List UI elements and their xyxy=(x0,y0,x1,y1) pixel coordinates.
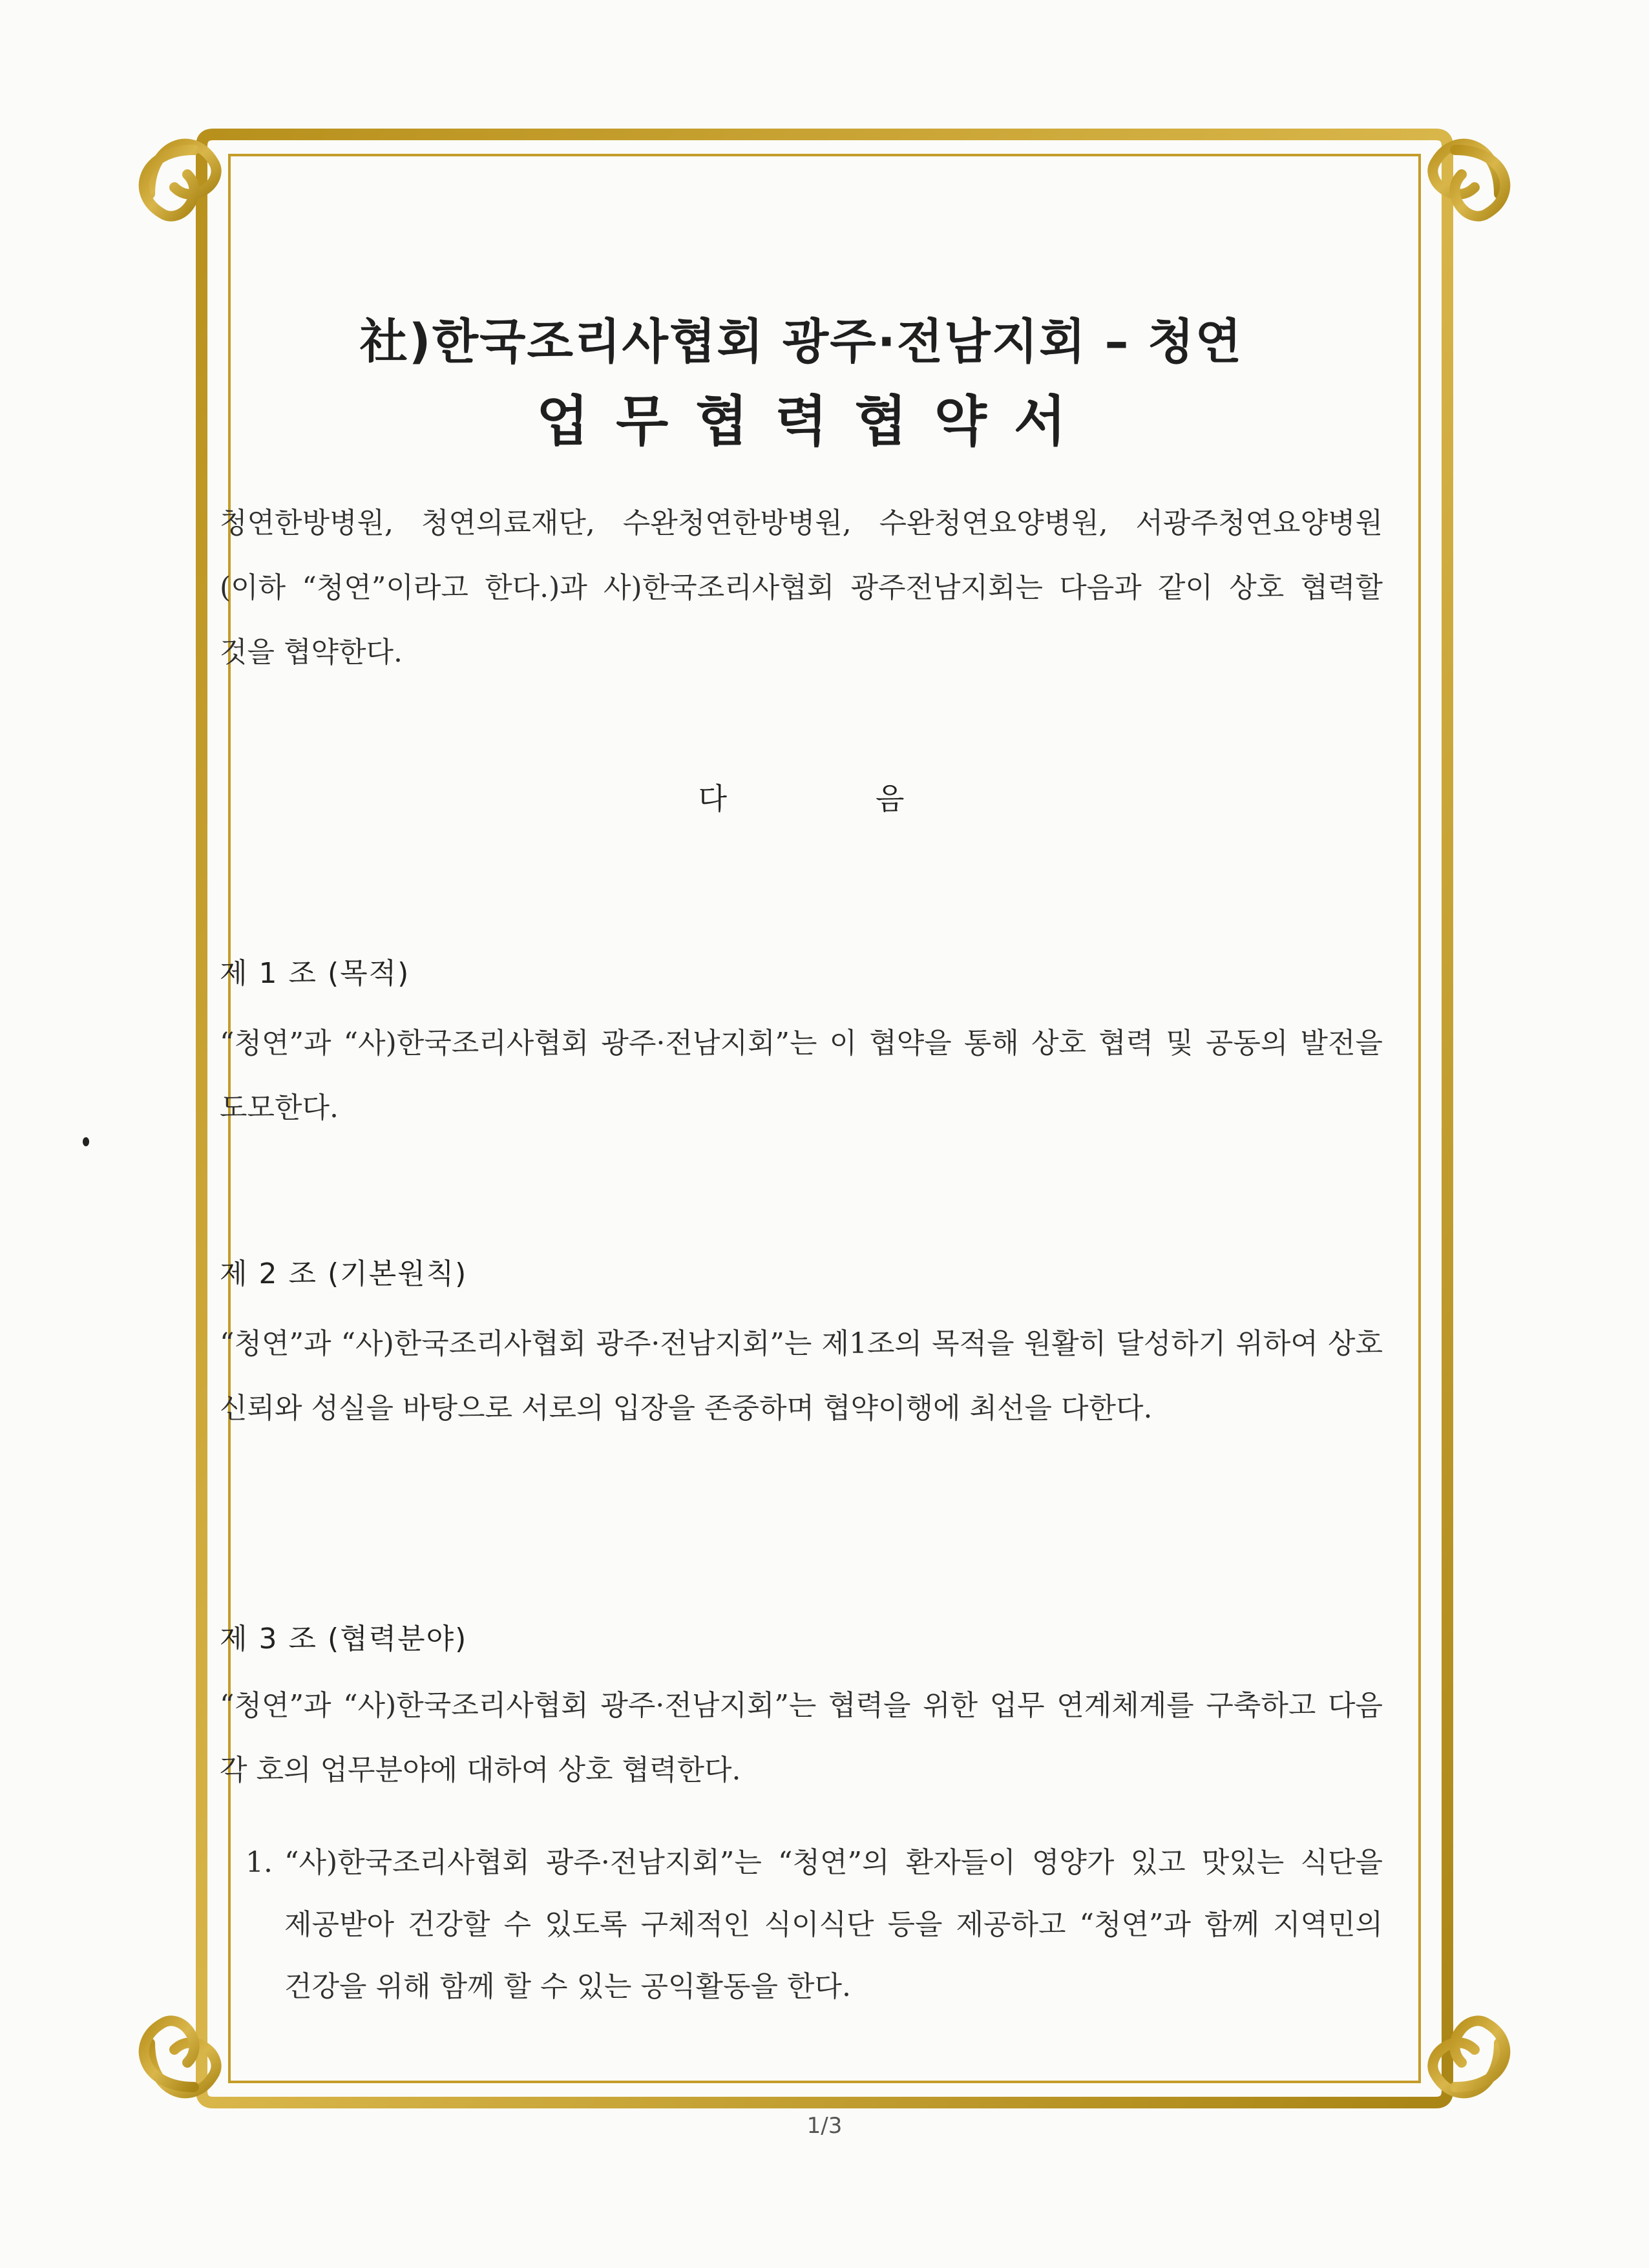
scan-speck xyxy=(83,1137,89,1146)
article-3-title: 제 3 조 (협력분야) xyxy=(220,1622,468,1655)
article-3-item-1 xyxy=(246,1832,1383,2018)
document-title-line2: 업무협력협약서 xyxy=(536,390,1093,453)
article-1-body: “청연”과 “사)한국조리사협회 광주·전남지회”는 이 협약을 통해 상호 협력 및 공동의 발전을 도모한다. xyxy=(220,1027,1383,1124)
list-item-text: “사)한국조리사협회 광주·전남지회”는 “청연”의 환자들이 영양가 있고 맛있는 식단을 제공받아 건강할 수 있도록 구체적인 식이식단 등을 제공하고 “청연”과 함께 지역민의 건강을 위해 함께 할 수 있는 공익활동을 한다. xyxy=(284,1846,1383,2003)
article-1-title: 제 1 조 (목적) xyxy=(220,957,410,990)
article-2-title: 제 2 조 (기본원칙) xyxy=(220,1257,468,1290)
page-number: 1/3 xyxy=(806,2113,843,2139)
intro-paragraph: 청연한방병원, 청연의료재단, 수완청연한방병원, 수완청연요양병원, 서광주청연요양병원 (이하 “청연”이라고 한다.)과 사)한국조리사협회 광주전남지회는 다음과 같이 상호 협력할 것을 협약한다. xyxy=(220,507,1383,669)
document-title-line1: 社)한국조리사협회 광주·전남지회 – 청연 xyxy=(359,314,1243,370)
article-3-body: “청연”과 “사)한국조리사협회 광주·전남지회”는 협력을 위한 업무 연계체계를 구축하고 다음 각 호의 업무분야에 대하여 상호 협력한다. xyxy=(220,1689,1383,1787)
section-heading: 다음 xyxy=(698,781,1053,816)
list-number: 1. xyxy=(246,1846,273,1879)
article-2-body: “청연”과 “사)한국조리사협회 광주·전남지회”는 제1조의 목적을 원활히 달성하기 위하여 상호 신뢰와 성실을 바탕으로 서로의 입장을 존중하며 협약이행에 최선을 다한다. xyxy=(220,1327,1383,1425)
